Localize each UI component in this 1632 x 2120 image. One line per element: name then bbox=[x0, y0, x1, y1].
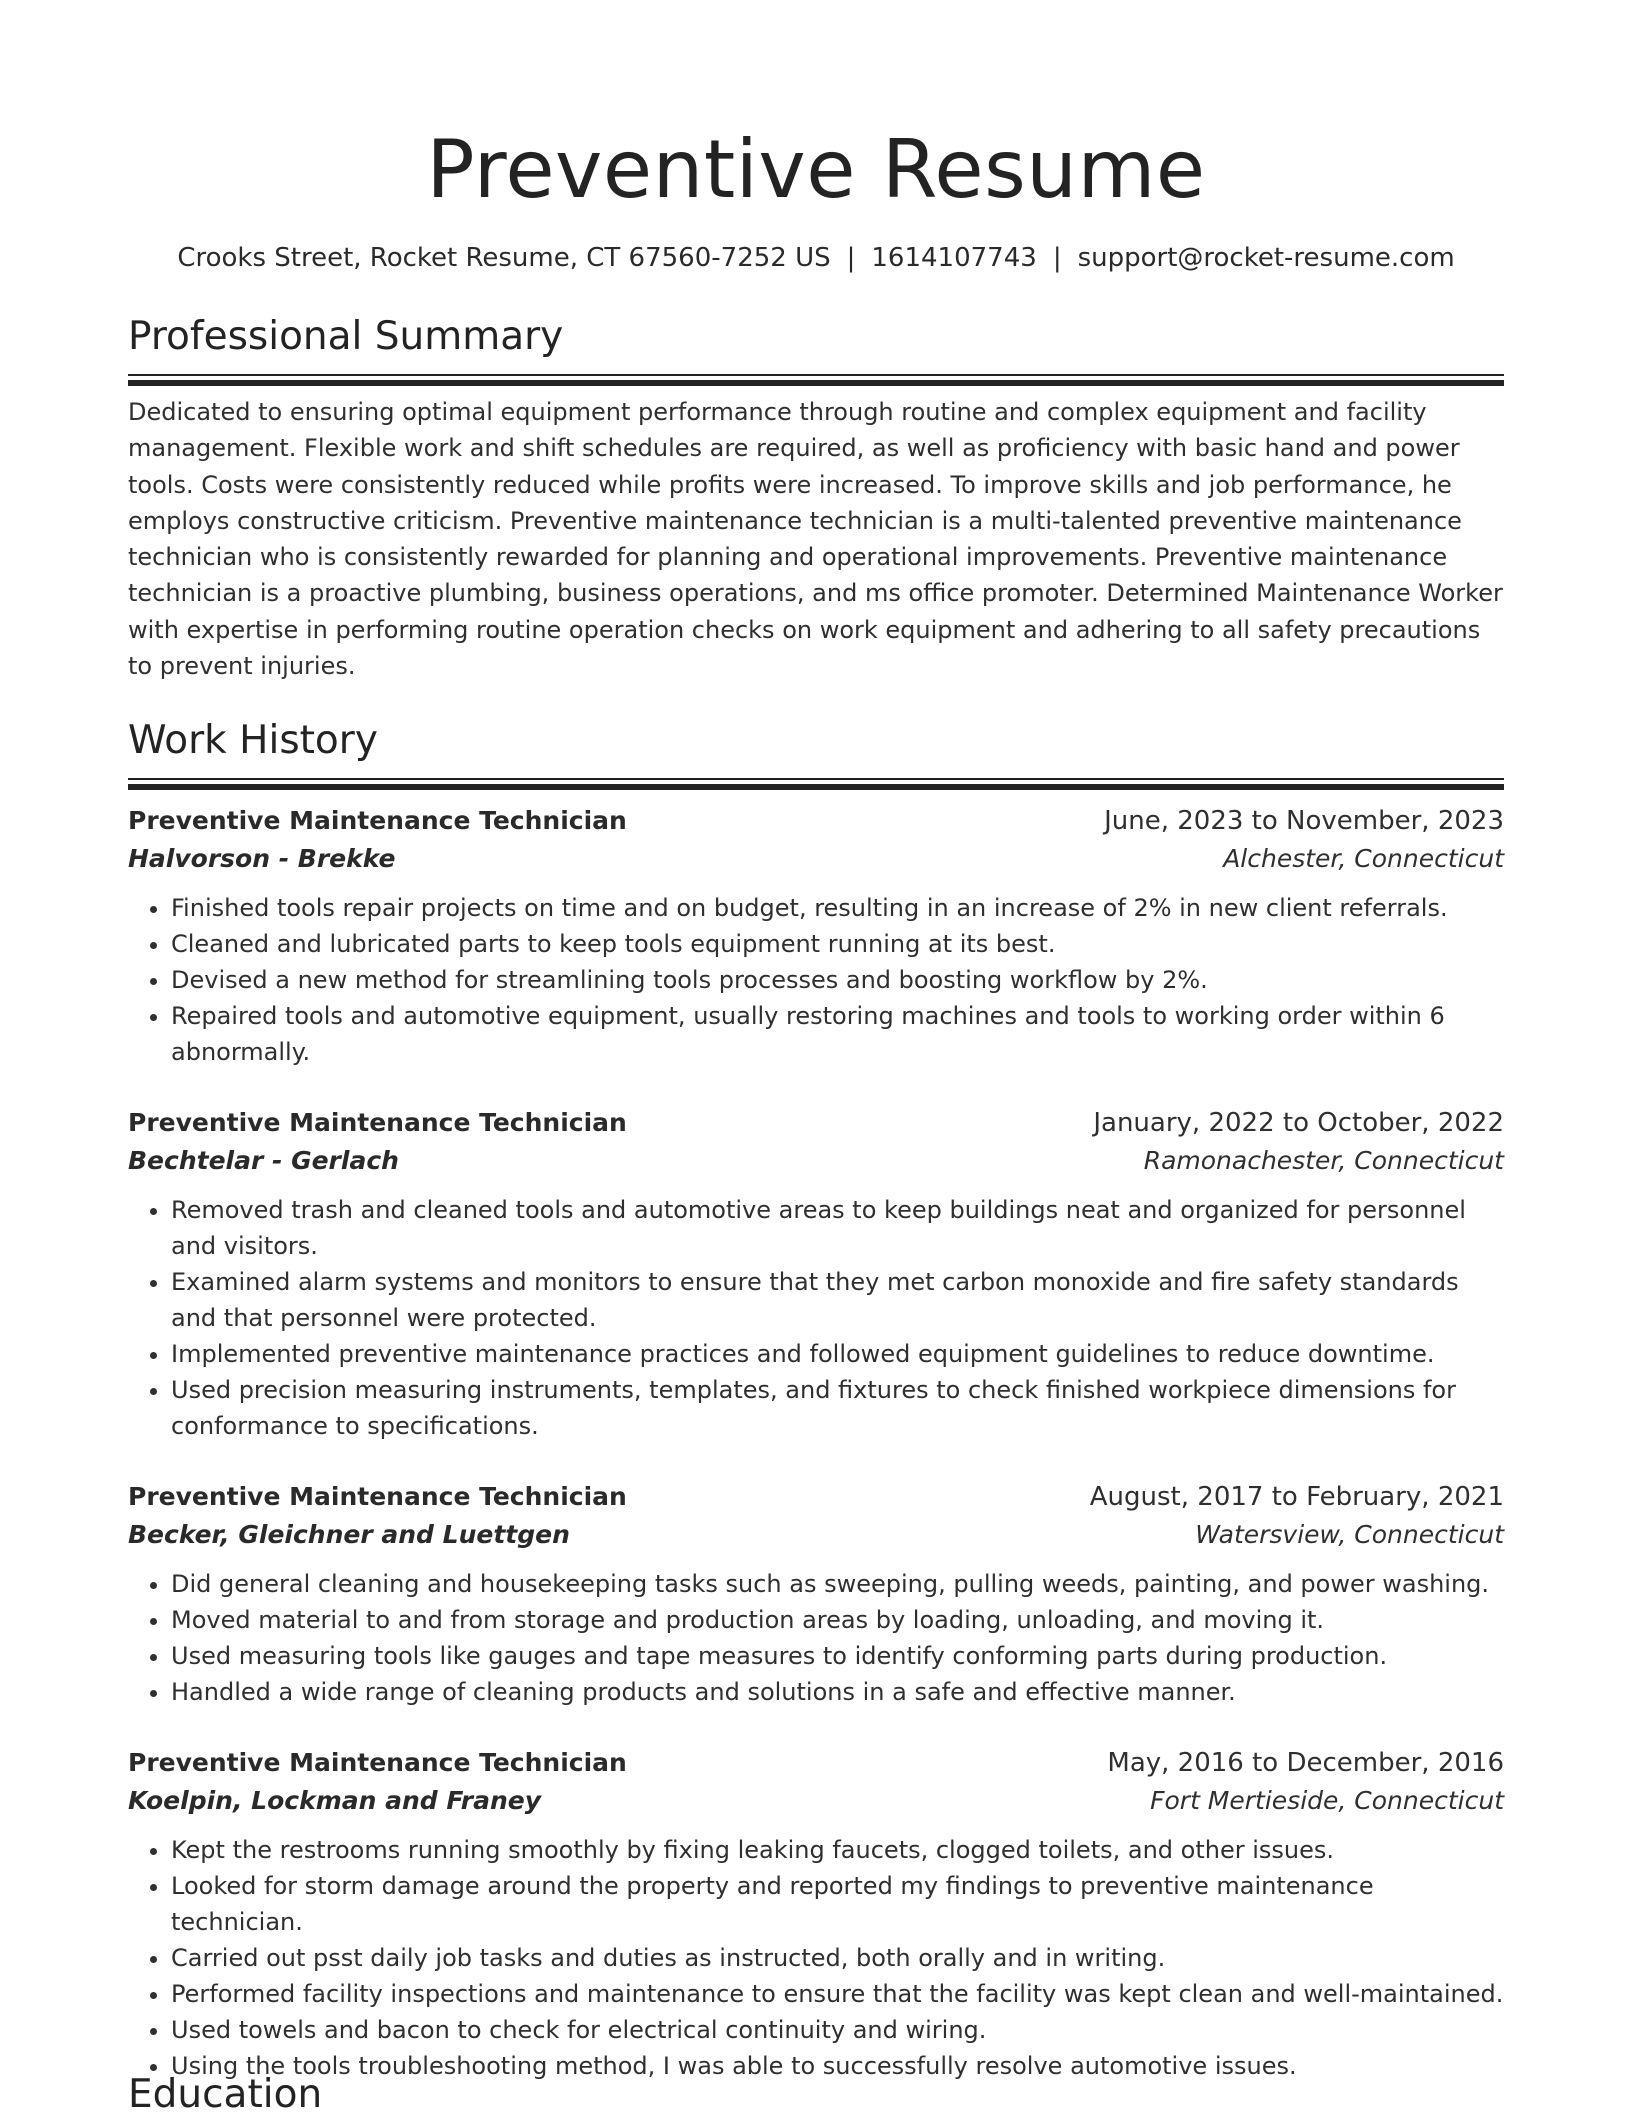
job-company: Halvorson - Brekke bbox=[128, 844, 396, 874]
job-title: Preventive Maintenance Technician bbox=[128, 1482, 627, 1512]
section-heading: Education bbox=[128, 2072, 323, 2117]
job-bullet: • Moved material to and from storage and production areas by loading, unloading, and moving it. bbox=[171, 1602, 1504, 1638]
job-company: Becker, Gleichner and Luettgen bbox=[128, 1520, 570, 1550]
job-bullet: • Devised a new method for streamlining tools processes and boosting workflow by 2%. bbox=[171, 962, 1504, 998]
job-bullet: • Finished tools repair projects on time and on budget, resulting in an increase of 2% in new client referrals. bbox=[171, 890, 1504, 926]
job-bullets bbox=[128, 1832, 1504, 2084]
summary-text: Dedicated to ensuring optimal equipment performance through routine and complex equipment and facility management. Flexible work and shift schedules are required, as well as proficiency with basic hand and power tools. Costs were consistently reduced while profits were increased. To improve skills and job performance, he employs constructive criticism. Preventive maintenance technician is a multi-talented preventive maintenance technician who is consistently rewarded for planning and operational improvements. Preventive maintenance technician is a proactive plumbing, business operations, and ms office promoter. Determined Maintenance Worker with expertise in performing routine operation checks on work equipment and adhering to all safety precautions to prevent injuries. bbox=[128, 398, 1503, 681]
job-entry bbox=[128, 1104, 1504, 1444]
job-entry bbox=[128, 802, 1504, 1070]
job-bullet: • Examined alarm systems and monitors to ensure that they met carbon monoxide and fire safety standards and that personnel were protected. bbox=[171, 1264, 1504, 1336]
job-bullets bbox=[128, 1566, 1504, 1710]
section-heading: Professional Summary bbox=[128, 314, 564, 359]
section-divider bbox=[128, 778, 1504, 784]
job-bullet: • Removed trash and cleaned tools and automotive areas to keep buildings neat and organized for personnel and visitors. bbox=[171, 1192, 1504, 1264]
job-dates: August, 2017 to February, 2021 bbox=[1089, 1482, 1504, 1513]
resume-content bbox=[128, 120, 1504, 2084]
work-history-section bbox=[128, 716, 1504, 2084]
contact-address: Crooks Street, Rocket Resume, CT 67560-7252 US bbox=[177, 243, 831, 273]
contact-phone: 1614107743 bbox=[871, 243, 1037, 273]
section-divider bbox=[128, 374, 1504, 380]
job-bullet: • Cleaned and lubricated parts to keep tools equipment running at its best. bbox=[171, 926, 1504, 962]
job-company: Bechtelar - Gerlach bbox=[128, 1146, 399, 1176]
job-dates: June, 2023 to November, 2023 bbox=[1104, 806, 1504, 837]
job-bullets bbox=[128, 1192, 1504, 1444]
job-bullet: • Performed facility inspections and maintenance to ensure that the facility was kept clean and well-maintained. bbox=[171, 1976, 1504, 2012]
job-location: Alchester, Connecticut bbox=[1223, 844, 1504, 874]
job-title: Preventive Maintenance Technician bbox=[128, 1108, 627, 1138]
job-location: Fort Mertieside, Connecticut bbox=[1150, 1786, 1504, 1816]
job-location: Ramonachester, Connecticut bbox=[1143, 1146, 1504, 1176]
contact-line bbox=[128, 240, 1504, 276]
job-dates: January, 2022 to October, 2022 bbox=[1093, 1108, 1504, 1139]
job-bullet: • Kept the restrooms running smoothly by fixing leaking faucets, clogged toilets, and other issues. bbox=[171, 1832, 1504, 1868]
job-entry bbox=[128, 1744, 1504, 2084]
job-bullet: • Repaired tools and automotive equipment, usually restoring machines and tools to working order within 6 abnormally. bbox=[171, 998, 1504, 1070]
contact-separator: | bbox=[1052, 243, 1062, 273]
job-title: Preventive Maintenance Technician bbox=[128, 1748, 627, 1778]
job-bullet: • Looked for storm damage around the property and reported my findings to preventive maintenance technician. bbox=[171, 1868, 1504, 1940]
job-company: Koelpin, Lockman and Franey bbox=[128, 1786, 541, 1816]
contact-email: support@rocket-resume.com bbox=[1077, 243, 1455, 273]
professional-summary-section bbox=[128, 312, 1504, 684]
contact-separator: | bbox=[846, 243, 856, 273]
job-title: Preventive Maintenance Technician bbox=[128, 806, 627, 836]
job-bullet: • Carried out psst daily job tasks and duties as instructed, both orally and in writing. bbox=[171, 1940, 1504, 1976]
section-heading: Work History bbox=[128, 718, 378, 764]
job-bullet: • Did general cleaning and housekeeping tasks such as sweeping, pulling weeds, painting, and power washing. bbox=[171, 1566, 1504, 1602]
candidate-name: Preventive Resume bbox=[426, 123, 1206, 216]
education-section bbox=[128, 2070, 322, 2120]
job-bullet: • Used precision measuring instruments, templates, and fixtures to check finished workpiece dimensions for conformance to specifications. bbox=[171, 1372, 1504, 1444]
job-bullet: • Used towels and bacon to check for electrical continuity and wiring. bbox=[171, 2012, 1504, 2048]
job-location: Watersview, Connecticut bbox=[1195, 1520, 1504, 1550]
job-bullet: • Using the tools troubleshooting method, I was able to successfully resolve automotive issues. bbox=[171, 2048, 1504, 2084]
job-bullet: • Implemented preventive maintenance practices and followed equipment guidelines to reduce downtime. bbox=[171, 1336, 1504, 1372]
job-bullet: • Used measuring tools like gauges and tape measures to identify conforming parts during production. bbox=[171, 1638, 1504, 1674]
job-bullets bbox=[128, 890, 1504, 1070]
job-entry bbox=[128, 1478, 1504, 1710]
job-dates: May, 2016 to December, 2016 bbox=[1107, 1748, 1504, 1779]
job-bullet: • Handled a wide range of cleaning products and solutions in a safe and effective manner. bbox=[171, 1674, 1504, 1710]
